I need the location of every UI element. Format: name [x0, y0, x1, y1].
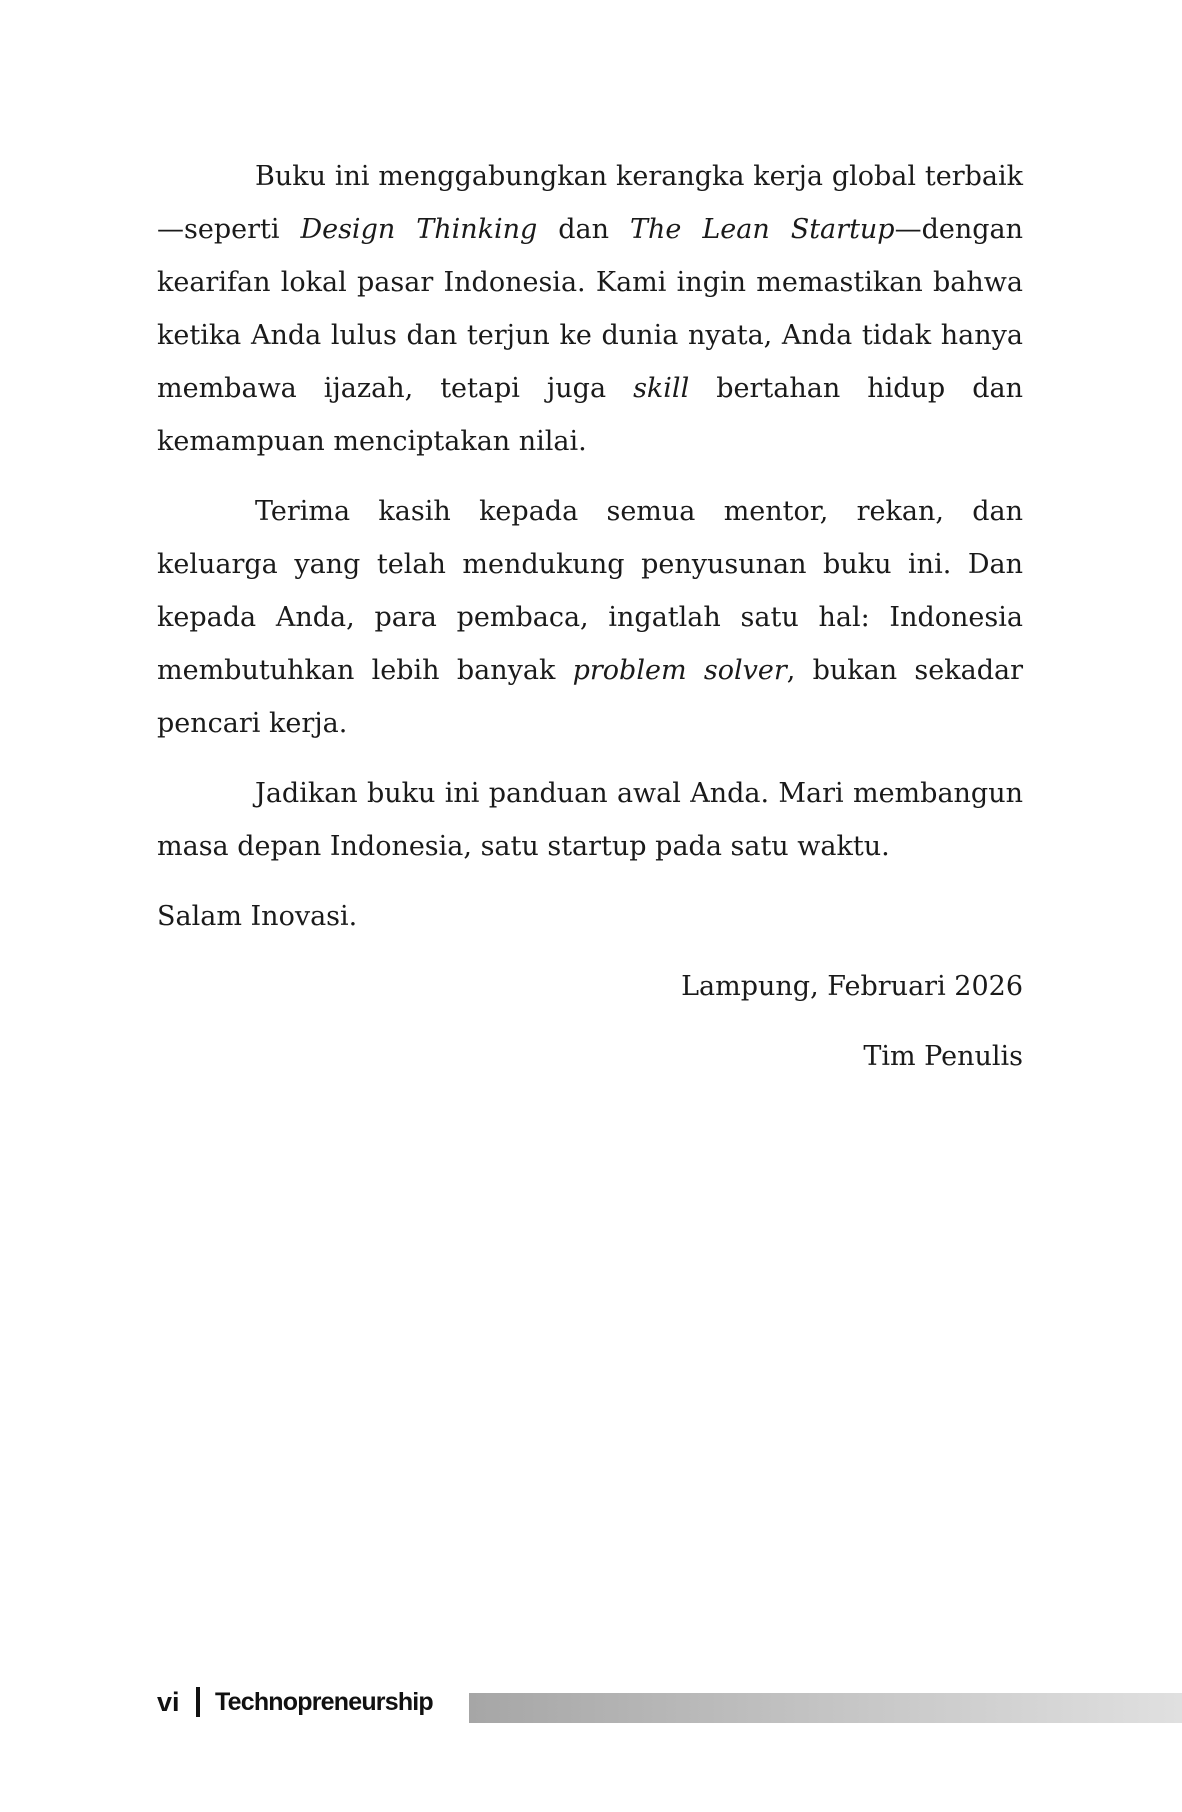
paragraph-text: bertahan hidup dan kemampuan menciptakan nilai.	[157, 373, 1023, 457]
paragraph-text: Jadikan buku ini panduan awal Anda. Mari membangun masa depan Indonesia, satu startup pada satu waktu.	[157, 778, 1023, 862]
closing-greeting: Salam Inovasi.	[157, 901, 358, 932]
italic-term-skill: skill	[633, 373, 690, 404]
footer-separator	[196, 1687, 200, 1717]
page-number: vi	[157, 1687, 180, 1717]
paragraph-text: —dengan kearifan lokal pasar Indonesia. Kami ingin memastikan bahwa ketika Anda lulus dan terjun ke dunia nyata, Anda tidak hanya membawa ijazah, tetapi juga	[157, 214, 1024, 404]
paragraph-guide	[157, 767, 1023, 873]
place-date: Lampung, Februari 2026	[681, 971, 1023, 1002]
paragraph-frameworks	[157, 150, 1023, 468]
italic-term-problem-solver: problem solver	[572, 655, 787, 686]
page-footer	[157, 1682, 1182, 1722]
paragraph-text: dan	[537, 214, 631, 245]
footer-gradient-bar	[469, 1693, 1182, 1723]
page-body	[157, 150, 1023, 1100]
paragraph-thanks	[157, 485, 1023, 750]
signature: Tim Penulis	[863, 1041, 1023, 1072]
italic-term-lean-startup: The Lean Startup	[630, 214, 895, 245]
paragraph-text: Terima kasih kepada semua mentor, rekan, dan keluarga yang telah mendukung penyusunan buku ini. Dan kepada Anda, para pembaca, ingatlah satu hal: Indonesia membutuhkan lebih banyak	[157, 496, 1023, 686]
italic-term-design-thinking: Design Thinking	[300, 214, 538, 245]
paragraph-text: Buku ini menggabungkan kerangka kerja global terbaik—seperti	[157, 161, 1023, 245]
running-book-title: Technopreneurship	[215, 1688, 433, 1716]
paragraph-text: , bukan sekadar pencari kerja.	[157, 655, 1023, 739]
